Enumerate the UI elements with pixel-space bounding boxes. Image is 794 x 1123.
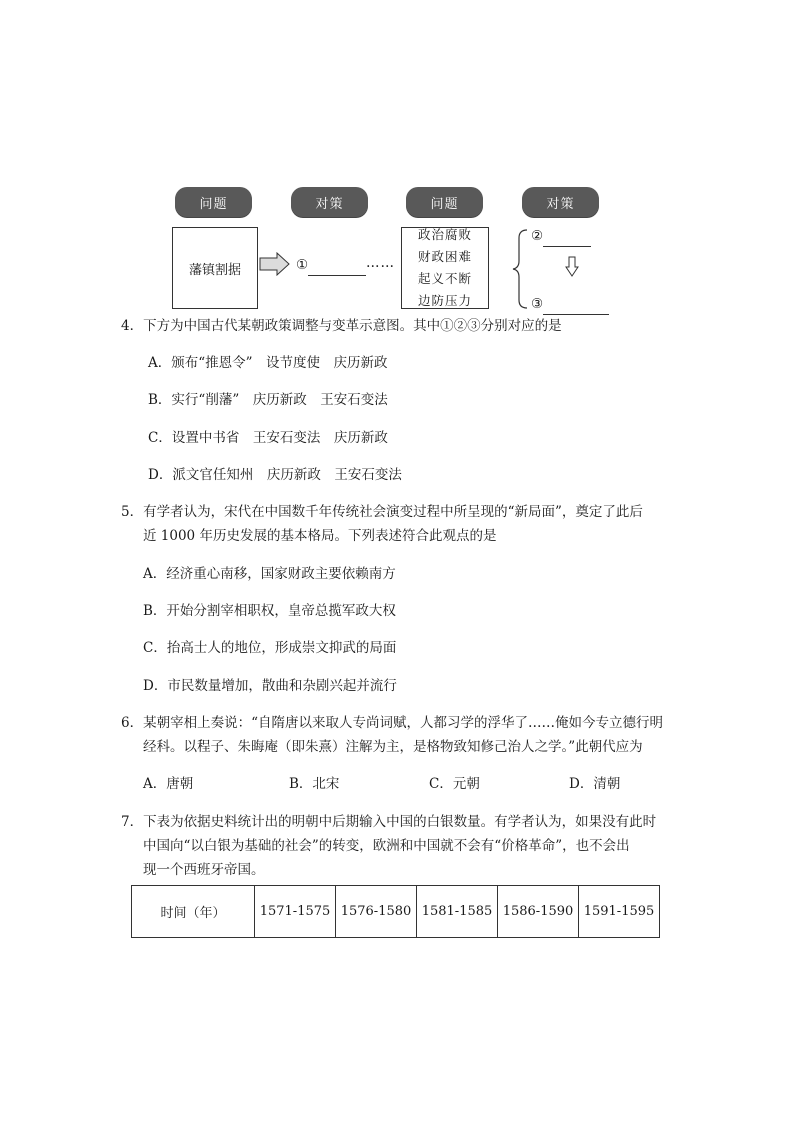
problem-line-1: 政治腐败 xyxy=(417,227,472,242)
q5-option-d: D．市民数量增加，散曲和杂剧兴起并流行 xyxy=(143,678,397,694)
q7-stem-line-3: 现一个西班牙帝国。 xyxy=(143,862,265,878)
blank-3 xyxy=(531,294,609,315)
q7-stem-line-1: 7．下表为依据史料统计出的明朝中后期输入中国的白银数量。有学者认为，如果没有此时 xyxy=(121,814,657,830)
left-brace-icon xyxy=(511,228,529,310)
q6-option-b: B．北宋 xyxy=(289,776,340,792)
box-fanzhen xyxy=(172,227,258,309)
table-header-cell: 1586-1590 xyxy=(498,886,579,938)
table-header-cell: 1591-1595 xyxy=(579,886,660,938)
blank-1-marker: ① xyxy=(296,257,309,273)
problem-line-4: 边防压力 xyxy=(417,293,472,308)
table-header-cell: 1576-1580 xyxy=(336,886,417,938)
blank-3-marker: ③ xyxy=(531,296,544,312)
q7-stem-line-2: 中国向“以白银为基础的社会”的转变，欧洲和中国就不会有“价格革命”，也不会出 xyxy=(143,838,630,854)
down-arrow-icon xyxy=(565,256,579,278)
q6-option-c: C．元朝 xyxy=(429,776,480,792)
label-countermeasure-1: 对策 xyxy=(291,187,368,217)
table-header-cell: 1571-1575 xyxy=(255,886,336,938)
blank-2-marker: ② xyxy=(531,228,544,244)
q6-stem-line-1: 6．某朝宰相上奏说：“自隋唐以来取人专尚词赋，人都习学的浮华了……俺如今专立德行明 xyxy=(121,715,663,731)
label-problem-1: 问题 xyxy=(175,187,252,217)
blank-2-underline xyxy=(543,226,591,247)
ellipsis: …… xyxy=(366,255,395,271)
label-problem-2: 问题 xyxy=(406,187,483,217)
q4-option-b: B．实行“削藩” 庆历新政 王安石变法 xyxy=(148,392,388,408)
blank-2 xyxy=(531,226,591,247)
q5-option-b: B．开始分割宰相职权，皇帝总揽军政大权 xyxy=(143,603,396,619)
q4-option-a: A．颁布“推恩令” 设节度使 庆历新政 xyxy=(148,355,388,371)
q6-option-d: D．清朝 xyxy=(569,776,621,792)
q6-option-a: A．唐朝 xyxy=(143,776,194,792)
q5-stem-line-1: 5．有学者认为，宋代在中国数千年传统社会演变过程中所呈现的“新局面”，奠定了此后 xyxy=(121,504,643,520)
q4-option-c: C．设置中书省 王安石变法 庆历新政 xyxy=(148,430,388,446)
q5-option-a: A．经济重心南移，国家财政主要依赖南方 xyxy=(143,566,396,582)
q4-option-d: D．派文官任知州 庆历新政 王安石变法 xyxy=(148,467,402,483)
problem-line-3: 起义不断 xyxy=(417,271,472,286)
box-fanzhen-text: 藩镇割据 xyxy=(188,262,241,278)
blank-3-underline xyxy=(543,294,609,315)
label-countermeasure-2: 对策 xyxy=(522,187,599,217)
q5-stem-line-2: 近 1000 年历史发展的基本格局。下列表述符合此观点的是 xyxy=(143,528,497,544)
q5-option-c: C．抬高士人的地位，形成崇文抑武的局面 xyxy=(143,640,397,656)
blank-1 xyxy=(296,255,366,276)
table-header-cell: 1581-1585 xyxy=(417,886,498,938)
right-arrow-icon xyxy=(259,252,291,276)
box-problems xyxy=(401,227,489,309)
q6-stem-line-2: 经科。以程子、朱晦庵（即朱熹）注解为主，是格物致知修己治人之学。”此朝代应为 xyxy=(143,739,643,755)
silver-import-table xyxy=(131,885,660,938)
table-row xyxy=(132,886,660,938)
problem-line-2: 财政困难 xyxy=(417,249,472,264)
table-header-cell: 时间（年） xyxy=(132,886,255,938)
q4-stem: 4．下方为中国古代某朝政策调整与变革示意图。其中①②③分别对应的是 xyxy=(121,318,562,334)
blank-1-underline xyxy=(308,255,366,276)
